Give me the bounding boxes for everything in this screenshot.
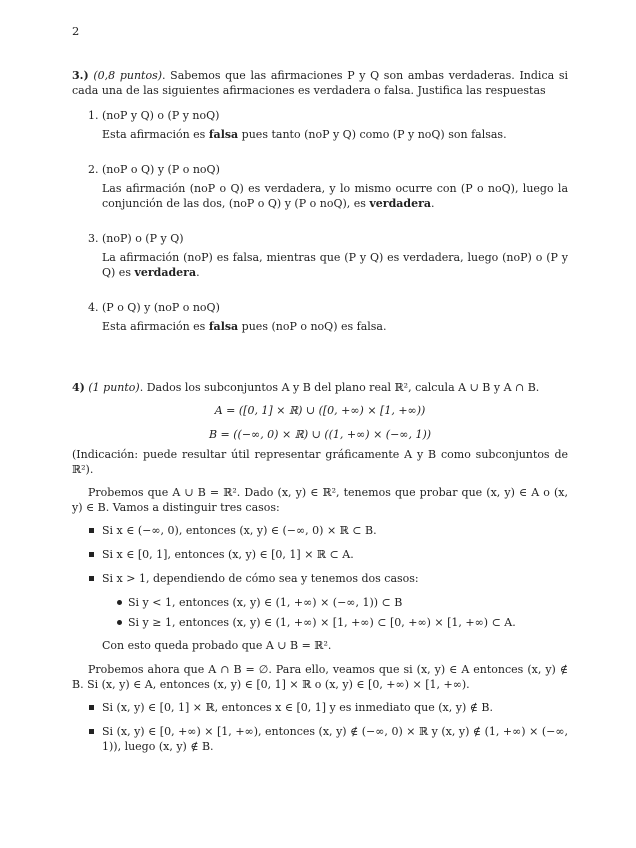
list-item: Si (x, y) ∈ [0, +∞) × [1, +∞), entonces (x, y) ∉ (−∞, 0) × ℝ y (x, y) ∉ (1, +∞) × (−∞, 1)), luego (x, y) ∉ B. xyxy=(72,724,568,754)
item-explanation: Esta afirmación es falsa pues tanto (noP y Q) como (P y noQ) son falsas. xyxy=(102,128,507,141)
exercise-3-statement xyxy=(72,68,568,98)
intersection-case-list xyxy=(72,700,568,754)
exercise-4-points: (1 punto) xyxy=(88,381,140,394)
list-item: Si (x, y) ∈ [0, 1] × ℝ, entonces x ∈ [0, 1] y es inmediato que (x, y) ∉ B. xyxy=(72,700,568,715)
page-number: 2 xyxy=(72,24,80,38)
exercise-3-points: (0,8 puntos) xyxy=(93,69,163,82)
item-number: 2. xyxy=(88,163,99,176)
list-item: Si x ∈ [0, 1], entonces (x, y) ∈ [0, 1] × ℝ ⊂ A. xyxy=(72,547,568,562)
list-item: Si x > 1, dependiendo de cómo sea y tenemos dos casos: xyxy=(72,571,568,586)
item-number: 3. xyxy=(88,232,99,245)
exercise-4-statement xyxy=(72,380,568,395)
list-item xyxy=(88,108,568,142)
list-item: Si y ≥ 1, entonces (x, y) ∈ (1, +∞) × [1, +∞) ⊂ [0, +∞) × [1, +∞) ⊂ A. xyxy=(72,615,568,630)
item-statement: (P o Q) y (noP o noQ) xyxy=(102,301,220,314)
item-explanation: La afirmación (noP) es falsa, mientras que (P y Q) es verdadera, luego (noP) o (P y Q) es verdadera. xyxy=(102,251,568,279)
formula-a: A = ([0, 1] × ℝ) ∪ ([0, +∞) × [1, +∞)) xyxy=(214,404,426,417)
exercise-3 xyxy=(72,68,568,334)
list-item: Si y < 1, entonces (x, y) ∈ (1, +∞) × (−∞, 1)) ⊂ B xyxy=(72,595,568,610)
list-item xyxy=(88,231,568,280)
subcase-list xyxy=(72,595,568,630)
formula-b: B = ((−∞, 0) × ℝ) ∪ ((1, +∞) × (−∞, 1)) xyxy=(208,428,432,441)
item-statement: (noP) o (P y Q) xyxy=(102,232,184,245)
item-statement: (noP o Q) y (P o noQ) xyxy=(102,163,220,176)
item-number: 4. xyxy=(88,301,99,314)
list-item xyxy=(88,300,568,334)
exercise-4 xyxy=(72,380,568,754)
proof-union: Probemos que A ∪ B = ℝ². Dado (x, y) ∈ ℝ², tenemos que probar que (x, y) ∈ A o (x, y) ∈ B. Vamos a distinguir tres casos: xyxy=(72,486,568,514)
exercise-3-label: 3.) xyxy=(72,69,89,82)
list-item: Si x ∈ (−∞, 0), entonces (x, y) ∈ (−∞, 0) × ℝ ⊂ B. xyxy=(72,523,568,538)
item-explanation: Esta afirmación es falsa pues (noP o noQ) es falsa. xyxy=(102,320,387,333)
hint: (Indicación: puede resultar útil representar gráficamente A y B como subconjuntos de ℝ²). xyxy=(72,448,568,476)
case-list xyxy=(72,523,568,586)
exercise-4-text: . Dados los subconjuntos A y B del plano real ℝ², calcula A ∪ B y A ∩ B. xyxy=(139,381,540,394)
exercise-3-text: . Sabemos que las afirmaciones P y Q son ambas verdaderas. Indica si cada una de las siguientes afirmaciones es verdadera o falsa. Justifica las respuestas xyxy=(72,69,568,97)
proof-intersection: Probemos ahora que A ∩ B = ∅. Para ello, veamos que si (x, y) ∈ A entonces (x, y) ∉ B. Si (x, y) ∈ A, entonces (x, y) ∈ [0, 1] × ℝ o (x, y) ∈ [0, +∞) × [1, +∞). xyxy=(72,663,568,691)
list-item xyxy=(88,162,568,211)
conclusion-union: Con esto queda probado que A ∪ B = ℝ². xyxy=(102,639,332,652)
item-statement: (noP y Q) o (P y noQ) xyxy=(102,109,220,122)
item-number: 1. xyxy=(88,109,99,122)
exercise-4-label: 4) xyxy=(72,381,85,394)
item-explanation: Las afirmación (noP o Q) es verdadera, y lo mismo ocurre con (P o noQ), luego la conjunción de las dos, (noP o Q) y (P o noQ), es verdadera. xyxy=(102,182,568,210)
